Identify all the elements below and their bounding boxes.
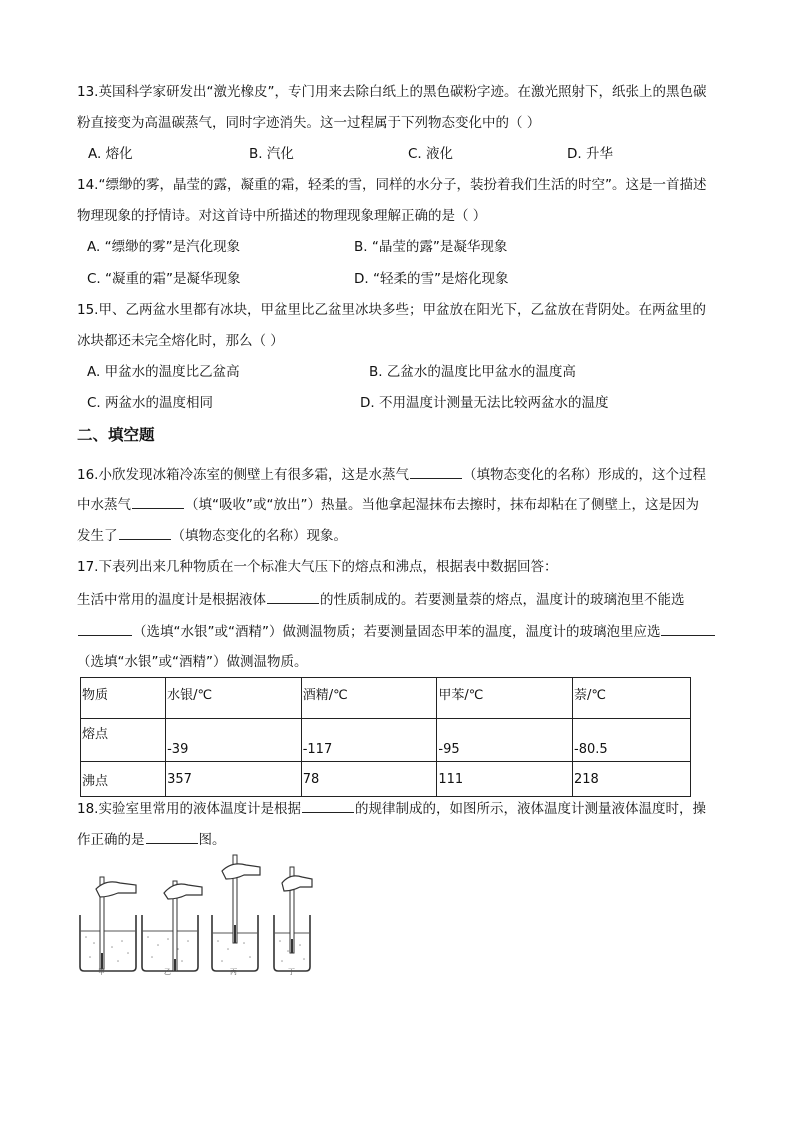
answer-blank[interactable] bbox=[410, 464, 462, 479]
table-header-cell: 萘/℃ bbox=[573, 678, 691, 719]
label-yi: 乙 bbox=[164, 968, 171, 975]
thermometer-figure bbox=[78, 853, 314, 975]
table-row bbox=[81, 762, 691, 797]
q17-line-4: （选填“水银”或“酒精”）做测温物质。 bbox=[77, 654, 308, 670]
q18-text-2a: 作正确的是 bbox=[77, 832, 145, 848]
q15-option-a: A. 甲盆水的温度比乙盆高 bbox=[87, 364, 240, 380]
q14-option-d: D. “轻柔的雪”是熔化现象 bbox=[354, 271, 509, 287]
answer-blank[interactable] bbox=[132, 494, 184, 509]
answer-blank[interactable] bbox=[119, 525, 171, 540]
answer-blank[interactable] bbox=[302, 798, 354, 813]
q16-text-1a: 16.小欣发现冰箱冷冻室的侧壁上有很多霜，这是水蒸气 bbox=[77, 467, 409, 483]
table-cell: -80.5 bbox=[573, 719, 691, 762]
table-cell: -95 bbox=[437, 719, 573, 762]
q14-option-c: C. “凝重的霜”是凝华现象 bbox=[87, 271, 241, 287]
q15-line-2: 冰块都还未完全熔化时，那么（ ） bbox=[77, 333, 284, 349]
q17-line-2 bbox=[77, 589, 685, 610]
table-header-cell: 物质 bbox=[81, 678, 166, 719]
q16-line-2 bbox=[77, 494, 699, 515]
table-cell: 沸点 bbox=[81, 762, 166, 797]
q18-text-2b: 图。 bbox=[198, 832, 226, 848]
q18-text-1a: 18.实验室里常用的液体温度计是根据 bbox=[77, 801, 301, 817]
table-header-cell: 甲苯/℃ bbox=[437, 678, 573, 719]
q17-text-2a: 生活中常用的温度计是根据液体 bbox=[77, 592, 266, 608]
label-bing: 丙 bbox=[230, 968, 237, 975]
answer-blank[interactable] bbox=[146, 829, 198, 844]
beaker-yi bbox=[142, 881, 202, 971]
q13-option-c: C. 液化 bbox=[408, 146, 454, 162]
q14-line-2: 物理现象的抒情诗。对这首诗中所描述的物理现象理解正确的是（ ） bbox=[77, 208, 487, 224]
q13-option-b: B. 汽化 bbox=[249, 146, 294, 162]
section-heading: 二、填空题 bbox=[77, 426, 155, 444]
beaker-ding bbox=[274, 867, 312, 971]
table-cell: -117 bbox=[301, 719, 437, 762]
q17-line-3 bbox=[77, 621, 716, 642]
q16-text-3a: 发生了 bbox=[77, 528, 118, 544]
q13-line-2: 粉直接变为高温碳蒸气，同时字迹消失。这一过程属于下列物态变化中的（ ） bbox=[77, 115, 541, 131]
q16-text-2b: （填“吸收”或“放出”）热量。当他拿起湿抹布去擦时，抹布却粘在了侧壁上，这是因为 bbox=[185, 497, 699, 513]
q16-text-3b: （填物态变化的名称）现象。 bbox=[171, 528, 347, 544]
q18-line-2 bbox=[77, 829, 226, 850]
answer-blank[interactable] bbox=[267, 589, 319, 604]
q13-option-d: D. 升华 bbox=[567, 146, 613, 162]
q14-option-a: A. “缥缈的雾”是汽化现象 bbox=[87, 239, 241, 255]
table-cell: 78 bbox=[301, 762, 437, 797]
label-ding: 丁 bbox=[288, 968, 295, 975]
table-cell: 熔点 bbox=[81, 719, 166, 762]
label-jia: 甲 bbox=[98, 968, 105, 975]
q15-option-d: D. 不用温度计测量无法比较两盆水的温度 bbox=[360, 395, 609, 411]
table-cell: -39 bbox=[166, 719, 302, 762]
answer-blank[interactable] bbox=[78, 621, 132, 636]
q17-line-1: 17.下表列出来几种物质在一个标准大气压下的熔点和沸点，根据表中数据回答： bbox=[77, 559, 558, 575]
q15-line-1: 15.甲、乙两盆水里都有冰块，甲盆里比乙盆里冰块多些；甲盆放在阳光下，乙盆放在背阴处。在两盆里的 bbox=[77, 302, 706, 318]
q15-option-b: B. 乙盆水的温度比甲盆水的温度高 bbox=[369, 364, 576, 380]
table-cell: 111 bbox=[437, 762, 573, 797]
table-cell: 218 bbox=[573, 762, 691, 797]
table-header-cell: 酒精/℃ bbox=[301, 678, 437, 719]
melting-boiling-table bbox=[80, 677, 691, 797]
table-header-row bbox=[81, 678, 691, 719]
beaker-bing bbox=[212, 855, 260, 971]
q15-option-c: C. 两盆水的温度相同 bbox=[87, 395, 214, 411]
q13-option-a: A. 熔化 bbox=[88, 146, 133, 162]
q14-option-b: B. “晶莹的露”是凝华现象 bbox=[354, 239, 508, 255]
q18-line-1 bbox=[77, 798, 706, 819]
q16-line-1 bbox=[77, 464, 706, 485]
q14-line-1: 14.“缥缈的雾，晶莹的露，凝重的霜，轻柔的雪，同样的水分子，装扮着我们生活的时空”。这是一首描述 bbox=[77, 177, 707, 193]
table-row bbox=[81, 719, 691, 762]
table-header-cell: 水银/℃ bbox=[166, 678, 302, 719]
beaker-jia bbox=[80, 877, 136, 971]
q16-line-3 bbox=[77, 525, 347, 546]
q16-text-1b: （填物态变化的名称）形成的，这个过程 bbox=[462, 467, 706, 483]
answer-blank[interactable] bbox=[661, 621, 715, 636]
table-cell: 357 bbox=[166, 762, 302, 797]
q17-text-2b: 的性质制成的。若要测量萘的熔点，温度计的玻璃泡里不能选 bbox=[320, 592, 685, 608]
q13-line-1: 13.英国科学家研发出“激光橡皮”，专门用来去除白纸上的黑色碳粉字迹。在激光照射下，纸张上的黑色碳 bbox=[77, 84, 707, 100]
q18-text-1b: 的规律制成的，如图所示，液体温度计测量液体温度时，操 bbox=[354, 801, 706, 817]
q17-text-3b: （选填“水银”或“酒精”）做测温物质；若要测量固态甲苯的温度，温度计的玻璃泡里应选 bbox=[133, 624, 661, 640]
q16-text-2a: 中水蒸气 bbox=[77, 497, 131, 513]
